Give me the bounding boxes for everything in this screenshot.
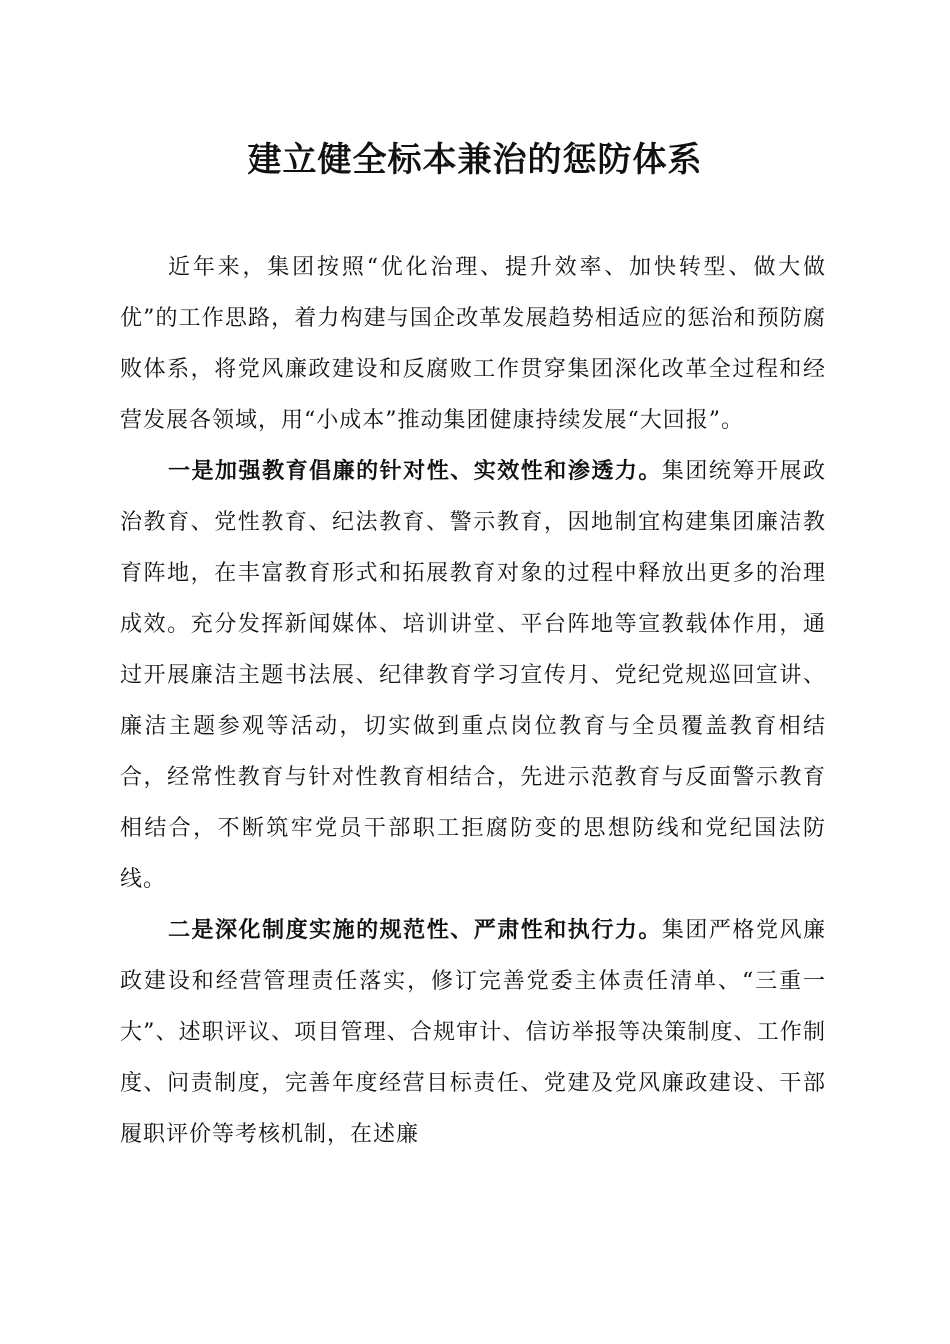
paragraph-education [120, 446, 826, 905]
paragraph-system [120, 905, 826, 1160]
paragraph-text: 集团统筹开展政治教育、党性教育、纪法教育、警示教育，因地制宜构建集团廉洁教育阵地，在丰富教育形式和拓展教育对象的过程中释放出更多的治理成效。充分发挥新闻媒体、培训讲堂、平台阵地等宣教载体作用，通过开展廉洁主题书法展、纪律教育学习宣传月、党纪党规巡回宣讲、廉洁主题参观等活动，切实做到重点岗位教育与全员覆盖教育相结合，经常性教育与针对性教育相结合，先进示范教育与反面警示教育相结合，不断筑牢党员干部职工拒腐防变的思想防线和党纪国法防线。 [120, 459, 826, 892]
paragraph-intro [120, 242, 826, 446]
paragraph-lead: 二是深化制度实施的规范性、严肃性和执行力。 [168, 917, 662, 943]
document-body [120, 242, 826, 1160]
document-title: 建立健全标本兼治的惩防体系 [247, 140, 703, 180]
paragraph-text: 集团严格党风廉政建设和经营管理责任落实，修订完善党委主体责任清单、“三重一大”、述职评议、项目管理、合规审计、信访举报等决策制度、工作制度、问责制度，完善年度经营目标责任、党建及党风廉政建设、干部履职评价等考核机制，在述廉 [120, 918, 826, 1147]
paragraph-text: 近年来，集团按照“优化治理、提升效率、加快转型、做大做优”的工作思路，着力构建与国企改革发展趋势相适应的惩治和预防腐败体系，将党风廉政建设和反腐败工作贯穿集团深化改革全过程和经营发展各领域，用“小成本”推动集团健康持续发展“大回报”。 [120, 255, 826, 433]
paragraph-lead: 一是加强教育倡廉的针对性、实效性和渗透力。 [168, 458, 662, 484]
